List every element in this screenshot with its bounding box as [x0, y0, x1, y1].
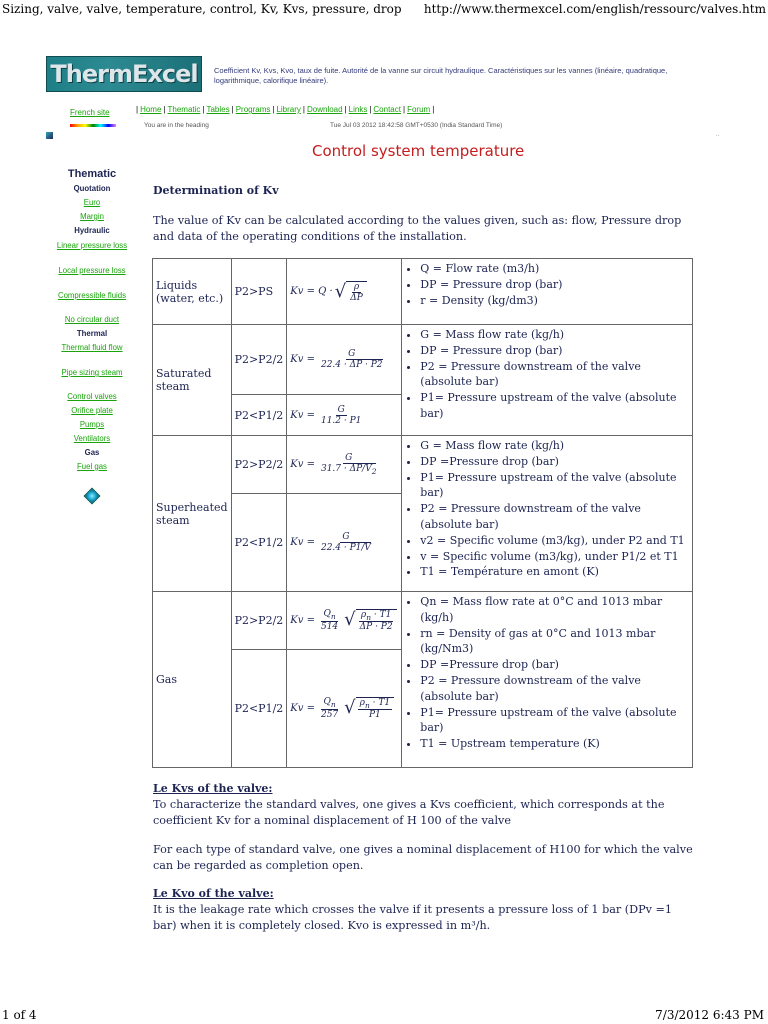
print-url: http://www.thermexcel.com/english/ressourc/valves.htm [423, 2, 766, 16]
row-gas-1 [153, 592, 693, 650]
small-square-icon [46, 132, 53, 139]
sidebar-title-text: Thematic [67, 168, 117, 180]
sidebar-header-quotation: Quotation [73, 184, 111, 193]
bullet-item: • v2 = Specific volume (m3/kg), under P2 and T1 [420, 533, 688, 549]
cell-gas-cond1: P2>P2/2 [231, 592, 287, 650]
sidebar-item-orifice-plate[interactable] [54, 406, 130, 415]
cell-superheated-cond1: P2>P2/2 [231, 436, 287, 494]
cell-liquids-cond: P2>PS [231, 259, 287, 325]
formula-liquids: Kv = Q · √ $\frac{\rho}{\Delta P}$ [287, 259, 402, 325]
sidebar-link-control-valves[interactable]: Control valves [67, 392, 117, 401]
sidebar-link-thermal-fluid-flow[interactable]: Thermal fluid flow [61, 343, 123, 352]
sidebar-link-no-circular-duct[interactable]: No circular duct [64, 315, 120, 324]
sidebar-item-hydraulic [54, 226, 130, 235]
sidebar-item-margin[interactable] [54, 212, 130, 221]
sidebar-item-pumps[interactable] [54, 420, 130, 429]
site-logo[interactable] [46, 56, 202, 92]
sidebar-link-fuel-gas[interactable]: Fuel gas [77, 462, 107, 471]
kv-intro: The value of Kv can be calculated according to the values given, such as: flow, Pressure drop and data of the operating conditions of the installation. [153, 214, 682, 243]
bullet-item: • G = Mass flow rate (kg/h) [420, 438, 688, 454]
bullet-item: • DP = Pressure drop (bar) [420, 277, 688, 293]
bullet-item: • DP =Pressure drop (bar) [420, 454, 688, 470]
cell-liquids-bullets [402, 259, 693, 325]
bullet-item: • P1= Pressure upstream of the valve (absolute bar) [420, 470, 688, 502]
sidebar-item-euro[interactable] [54, 198, 130, 207]
bullet-item: • DP = Pressure drop (bar) [420, 343, 688, 359]
sidebar-title [54, 168, 130, 180]
row-saturated-1 [153, 325, 693, 395]
sidebar-item-gas [54, 448, 130, 457]
bullet-item: • T1 = Température en amont (K) [420, 564, 688, 580]
sidebar-link-compressible-fluids[interactable]: Compressible fluids [57, 291, 127, 300]
formula-superheated-2: Kv = $\frac{G}{22.4 \cdot P1/V}$ [287, 494, 402, 592]
nav-home[interactable]: Home [140, 105, 162, 114]
nav-tables[interactable]: Tables [206, 105, 230, 114]
bullet-item: • P2 = Pressure downstream of the valve (absolute bar) [420, 501, 688, 533]
kvs-paragraph-2: For each type of standard valve, one gives a nominal displacement of H100 for which the valve can be regarded as completion open. [153, 843, 693, 872]
formula-saturated-1: Kv = $\frac{G}{22.4 \cdot \Delta P \cdot P2}$ [287, 325, 402, 395]
sidebar-link-margin[interactable]: Margin [80, 212, 104, 221]
cell-gas-bullets [402, 592, 693, 768]
sidebar-header-hydraulic: Hydraulic [74, 226, 110, 235]
logo-text: ThermExcel [50, 60, 198, 88]
sidebar-link-local-pressure-loss[interactable]: Local pressure loss [58, 266, 126, 275]
sidebar-item-ventilators[interactable] [54, 434, 130, 443]
kvo-paragraph: It is the leakage rate which crosses the valve if it presents a pressure loss of 1 bar (DPv =1 bar) when it is completely closed. Kvo is expressed in m³/h. [153, 903, 673, 932]
bullet-item: • P2 = Pressure downstream of the valve (absolute bar) [420, 359, 688, 391]
sidebar-link-linear-pressure-loss[interactable]: Linear pressure loss [56, 241, 128, 250]
bullet-item: • Q = Flow rate (m3/h) [420, 261, 688, 277]
nav-contact[interactable]: Contact [373, 105, 401, 114]
sidebar-link-orifice-plate[interactable]: Orifice plate [71, 406, 113, 415]
cell-saturated-cond1: P2>P2/2 [231, 325, 287, 395]
dots: .. [716, 132, 720, 138]
sidebar-link-pipe-sizing-steam[interactable]: Pipe sizing steam [61, 368, 123, 377]
print-page-count: 1 of 4 [2, 1008, 37, 1022]
french-site-link[interactable]: French site [70, 108, 110, 117]
sidebar-item-linear-pressure-loss[interactable] [54, 241, 130, 250]
cell-superheated-label: Superheated steam [153, 436, 232, 592]
kvo-heading: Le Kvo of the valve: [153, 887, 274, 900]
bullet-item: • G = Mass flow rate (kg/h) [420, 327, 688, 343]
bullet-item: • Qn = Mass flow rate at 0°C and 1013 mbar (kg/h) [420, 594, 688, 626]
nav-thematic[interactable]: Thematic [167, 105, 201, 114]
bullet-item: • rn = Density of gas at 0°C and 1013 mbar (kg/Nm3) [420, 626, 688, 658]
sidebar-item-control-valves[interactable] [54, 392, 130, 401]
sidebar-item-pipe-sizing-steam[interactable] [54, 368, 130, 377]
breadcrumb: You are in the heading [144, 122, 209, 129]
diamond-icon[interactable] [84, 488, 101, 505]
sidebar-link-pumps[interactable]: Pumps [79, 420, 105, 429]
sidebar-item-no-circular-duct[interactable] [54, 315, 130, 324]
sidebar-item-local-pressure-loss[interactable] [54, 266, 130, 275]
cell-gas-label: Gas [153, 592, 232, 768]
nav-programs[interactable]: Programs [235, 105, 271, 114]
bullet-item: • P1= Pressure upstream of the valve (absolute bar) [420, 390, 688, 422]
bullet-item: • P1= Pressure upstream of the valve (absolute bar) [420, 705, 688, 737]
formula-gas-1: Kv = $\frac{Q_n}{514}$ √ $\frac{\rho_n \cdot T1}{\Delta P \cdot P2}$ [287, 592, 402, 650]
sidebar-item-thermal-fluid-flow[interactable] [54, 343, 130, 352]
cell-saturated-cond2: P2<P1/2 [231, 395, 287, 436]
formula-saturated-2: Kv = $\frac{G}{11.2 \cdot P1}$ [287, 395, 402, 436]
kv-heading: Determination of Kv [153, 184, 279, 197]
row-liquids [153, 259, 693, 325]
bullet-item: • v = Specific volume (m3/kg), under P1/2 et T1 [420, 549, 688, 565]
cell-liquids-label: Liquids (water, etc.) [153, 259, 232, 325]
rainbow-divider [70, 124, 116, 127]
sidebar-item-fuel-gas[interactable] [54, 462, 130, 471]
date-line: Tue Jul 03 2012 18:42:58 GMT+0530 (India Standard Time) [330, 122, 503, 129]
print-datetime: 7/3/2012 6:43 PM [655, 1008, 764, 1022]
nav-download[interactable]: Download [306, 105, 343, 114]
top-nav: | Home | Thematic | Tables | Programs | Library | Download | Links | Contact | Forum | [136, 105, 435, 114]
nav-library[interactable]: Library [276, 105, 301, 114]
formula-gas-2: Kv = $\frac{Q_n}{257}$ √ $\frac{\rho_n \cdot T1}{P1}$ [287, 650, 402, 768]
cell-superheated-bullets [402, 436, 693, 592]
site-intro: Coefficient Kv, Kvs, Kvo, taux de fuite. Autorité de la vanne sur circuit hydraulique. Caractéristiques sur les vannes (linéaire, quadratique, logarithmique, calorifique linéaire). [214, 66, 668, 85]
row-superheated-1 [153, 436, 693, 494]
page-title: Control system temperature [312, 142, 525, 160]
sidebar-item-quotation [54, 184, 130, 193]
sidebar-item-thermal [54, 329, 130, 338]
cell-saturated-label: Saturated steam [153, 325, 232, 436]
kvs-heading: Le Kvs of the valve: [153, 782, 273, 795]
kv-table [152, 258, 693, 768]
nav-links[interactable]: Links [348, 105, 368, 114]
print-page-title: Sizing, valve, valve, temperature, control, Kv, Kvs, pressure, drop [2, 2, 402, 16]
cell-saturated-bullets [402, 325, 693, 436]
formula-superheated-1: Kv = $\frac{G}{31.7 \cdot \Delta P/V_2}$ [287, 436, 402, 494]
bullet-item: • DP =Pressure drop (bar) [420, 657, 688, 673]
bullet-item: • P2 = Pressure downstream of the valve (absolute bar) [420, 673, 688, 705]
cell-gas-cond2: P2<P1/2 [231, 650, 287, 768]
sidebar-item-compressible-fluids[interactable] [54, 291, 130, 300]
nav-forum[interactable]: Forum [407, 105, 431, 114]
sidebar-header-gas: Gas [84, 448, 100, 457]
bullet-item: • r = Density (kg/dm3) [420, 293, 688, 309]
sidebar-link-euro[interactable]: Euro [83, 198, 101, 207]
bullet-item: • T1 = Upstream temperature (K) [420, 736, 688, 752]
sidebar-link-ventilators[interactable]: Ventilators [73, 434, 111, 443]
sidebar-header-thermal: Thermal [76, 329, 108, 338]
kvs-paragraph-1: To characterize the standard valves, one gives a Kvs coefficient, which corresponds at the coefficient Kv for a nominal displacement of H 100 of the valve [153, 798, 665, 827]
cell-superheated-cond2: P2<P1/2 [231, 494, 287, 592]
